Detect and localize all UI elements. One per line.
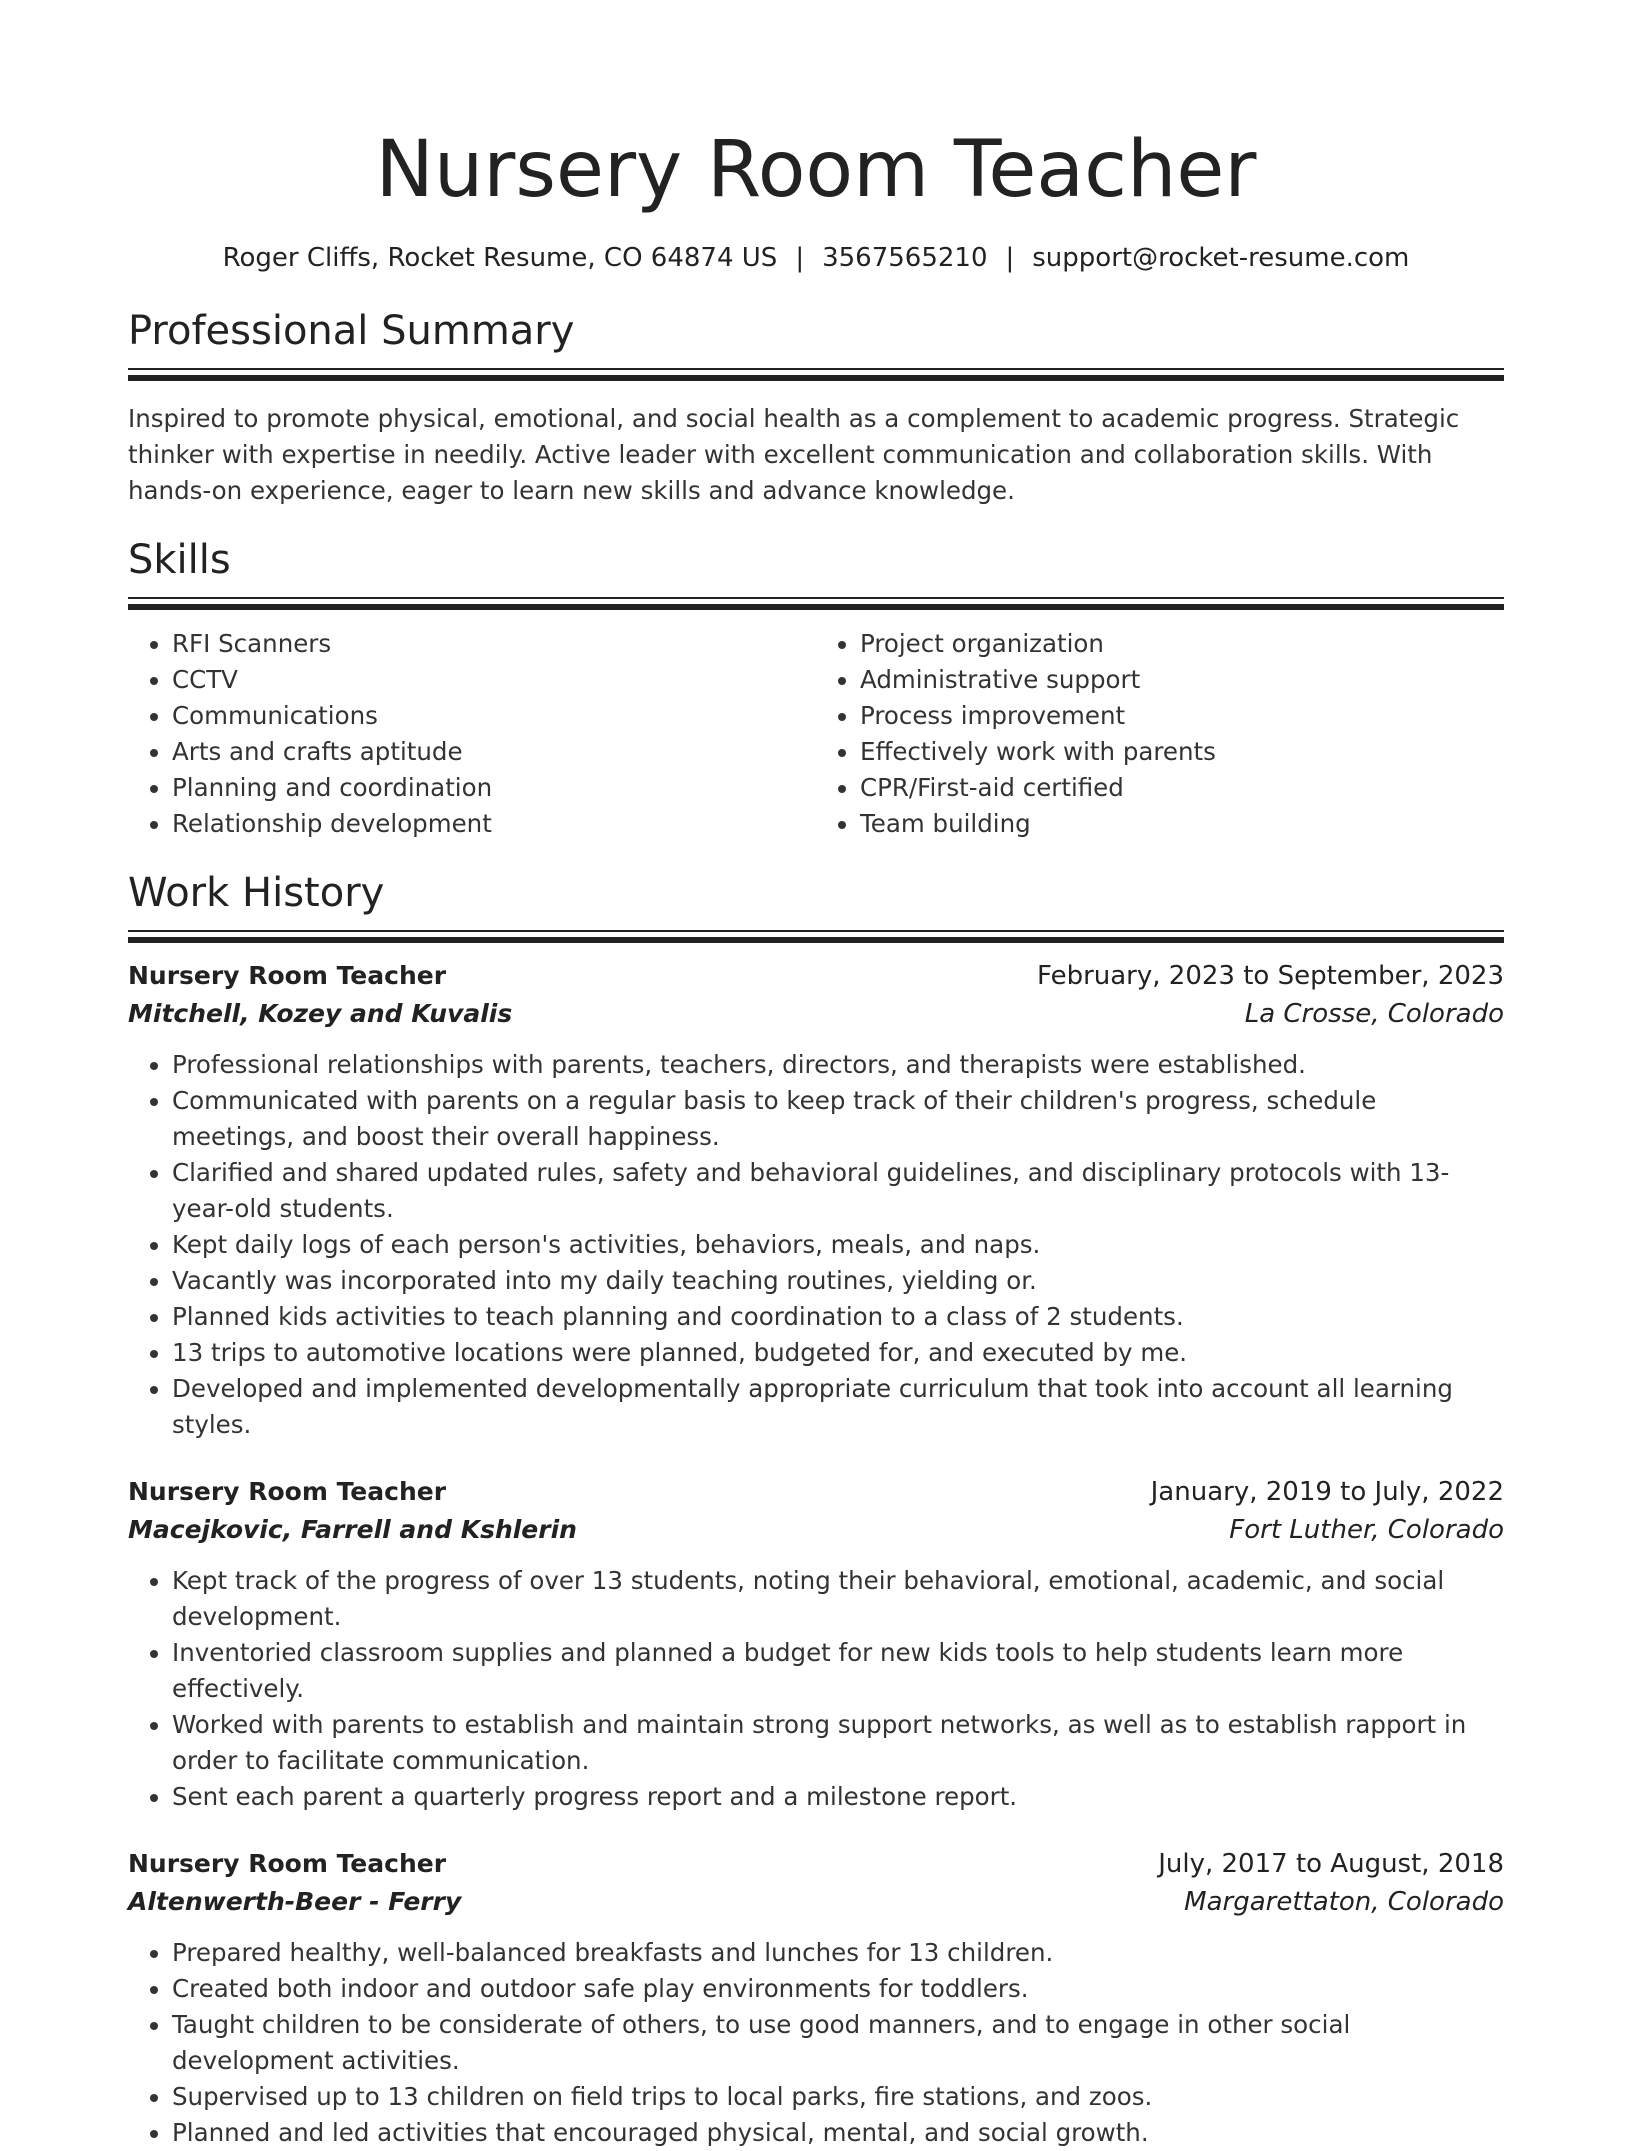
skill-item: • CCTV xyxy=(172,662,816,698)
skill-item: • Administrative support xyxy=(860,662,1504,698)
section-rule xyxy=(128,368,1504,370)
job-dates: February, 2023 to September, 2023 xyxy=(1037,961,1504,991)
job-company: Macejkovic, Farrell and Kshlerin xyxy=(128,1515,577,1544)
job-bullet: • Worked with parents to establish and maintain strong support networks, as well as to establish rapport in order to facilitate communication. xyxy=(172,1707,1504,1779)
job-title: Nursery Room Teacher xyxy=(128,1477,447,1506)
summary-title: Professional Summary xyxy=(128,308,575,354)
job-entry xyxy=(128,1845,1504,2151)
job-bullet: • Inventoried classroom supplies and planned a budget for new kids tools to help students learn more effectively. xyxy=(172,1635,1504,1707)
job-bullet: • Sent each parent a quarterly progress report and a milestone report. xyxy=(172,1779,1504,1815)
job-location: Margarettaton, Colorado xyxy=(1184,1887,1504,1917)
job-bullet: • Taught children to be considerate of others, to use good manners, and to engage in other social development activities. xyxy=(172,2007,1504,2079)
job-company: Altenwerth-Beer - Ferry xyxy=(128,1887,462,1916)
job-entry xyxy=(128,1473,1504,1815)
job-bullet: • Created both indoor and outdoor safe play environments for toddlers. xyxy=(172,1971,1504,2007)
skill-item: • Project organization xyxy=(860,626,1504,662)
job-company: Mitchell, Kozey and Kuvalis xyxy=(128,999,513,1028)
job-bullet: • Kept daily logs of each person's activities, behaviors, meals, and naps. xyxy=(172,1227,1504,1263)
summary-text: Inspired to promote physical, emotional, and social health as a complement to academic progress. Strategic thinker with expertise in needily. Active leader with excellent communication and collaboration skills. With hands-on experience, eager to learn new skills and advance knowledge. xyxy=(128,404,1460,505)
skill-item: • RFI Scanners xyxy=(172,626,816,662)
skill-item: • Relationship development xyxy=(172,806,816,842)
job-title: Nursery Room Teacher xyxy=(128,1849,447,1878)
skill-item: • Communications xyxy=(172,698,816,734)
job-title: Nursery Room Teacher xyxy=(128,961,447,990)
job-bullet: • Supervised up to 13 children on field trips to local parks, fire stations, and zoos. xyxy=(172,2079,1504,2115)
skill-item: • CPR/First-aid certified xyxy=(860,770,1504,806)
job-bullet: • Vacantly was incorporated into my daily teaching routines, yielding or. xyxy=(172,1263,1504,1299)
contact-line xyxy=(128,240,1504,276)
job-bullets xyxy=(128,1935,1504,2151)
job-bullets xyxy=(128,1047,1504,1443)
job-bullet: • 13 trips to automotive locations were planned, budgeted for, and executed by me. xyxy=(172,1335,1504,1371)
section-rule xyxy=(128,604,1504,610)
skills-section xyxy=(128,535,1504,842)
skills-title: Skills xyxy=(128,537,231,583)
job-bullet: • Planned and led activities that encouraged physical, mental, and social growth. xyxy=(172,2115,1504,2151)
skill-item: • Effectively work with parents xyxy=(860,734,1504,770)
contact-phone: 3567565210 xyxy=(822,243,988,273)
skill-item: • Process improvement xyxy=(860,698,1504,734)
skill-item: • Planning and coordination xyxy=(172,770,816,806)
job-dates: January, 2019 to July, 2022 xyxy=(1150,1477,1504,1507)
work-history-section xyxy=(128,868,1504,2151)
job-bullet: • Prepared healthy, well-balanced breakfasts and lunches for 13 children. xyxy=(172,1935,1504,1971)
job-bullet: • Planned kids activities to teach planning and coordination to a class of 2 students. xyxy=(172,1299,1504,1335)
section-rule xyxy=(128,375,1504,381)
job-location: Fort Luther, Colorado xyxy=(1229,1515,1504,1545)
contact-separator: | xyxy=(1005,243,1015,273)
section-rule xyxy=(128,937,1504,943)
job-bullet: • Kept track of the progress of over 13 students, noting their behavioral, emotional, academic, and social development. xyxy=(172,1563,1504,1635)
section-rule xyxy=(128,597,1504,599)
resume-name: Nursery Room Teacher xyxy=(375,125,1257,215)
job-bullet: • Communicated with parents on a regular basis to keep track of their children's progress, schedule meetings, and boost their overall happiness. xyxy=(172,1083,1504,1155)
job-dates: July, 2017 to August, 2018 xyxy=(1158,1849,1504,1879)
job-bullets xyxy=(128,1563,1504,1815)
contact-address: Roger Cliffs, Rocket Resume, CO 64874 US xyxy=(222,243,778,273)
skills-list xyxy=(128,626,1504,842)
contact-separator: | xyxy=(795,243,805,273)
skill-item: • Arts and crafts aptitude xyxy=(172,734,816,770)
job-entry xyxy=(128,957,1504,1443)
summary-section xyxy=(128,306,1504,509)
skills-column-right xyxy=(816,626,1504,842)
job-bullet: • Developed and implemented developmentally appropriate curriculum that took into account all learning styles. xyxy=(172,1371,1504,1443)
contact-email[interactable]: support@rocket-resume.com xyxy=(1032,243,1410,273)
skill-item: • Team building xyxy=(860,806,1504,842)
job-bullet: • Professional relationships with parents, teachers, directors, and therapists were established. xyxy=(172,1047,1504,1083)
work-history-title: Work History xyxy=(128,870,385,916)
section-rule xyxy=(128,930,1504,932)
job-bullet: • Clarified and shared updated rules, safety and behavioral guidelines, and disciplinary protocols with 13-year-old students. xyxy=(172,1155,1504,1227)
job-location: La Crosse, Colorado xyxy=(1244,999,1504,1029)
skills-column-left xyxy=(128,626,816,842)
